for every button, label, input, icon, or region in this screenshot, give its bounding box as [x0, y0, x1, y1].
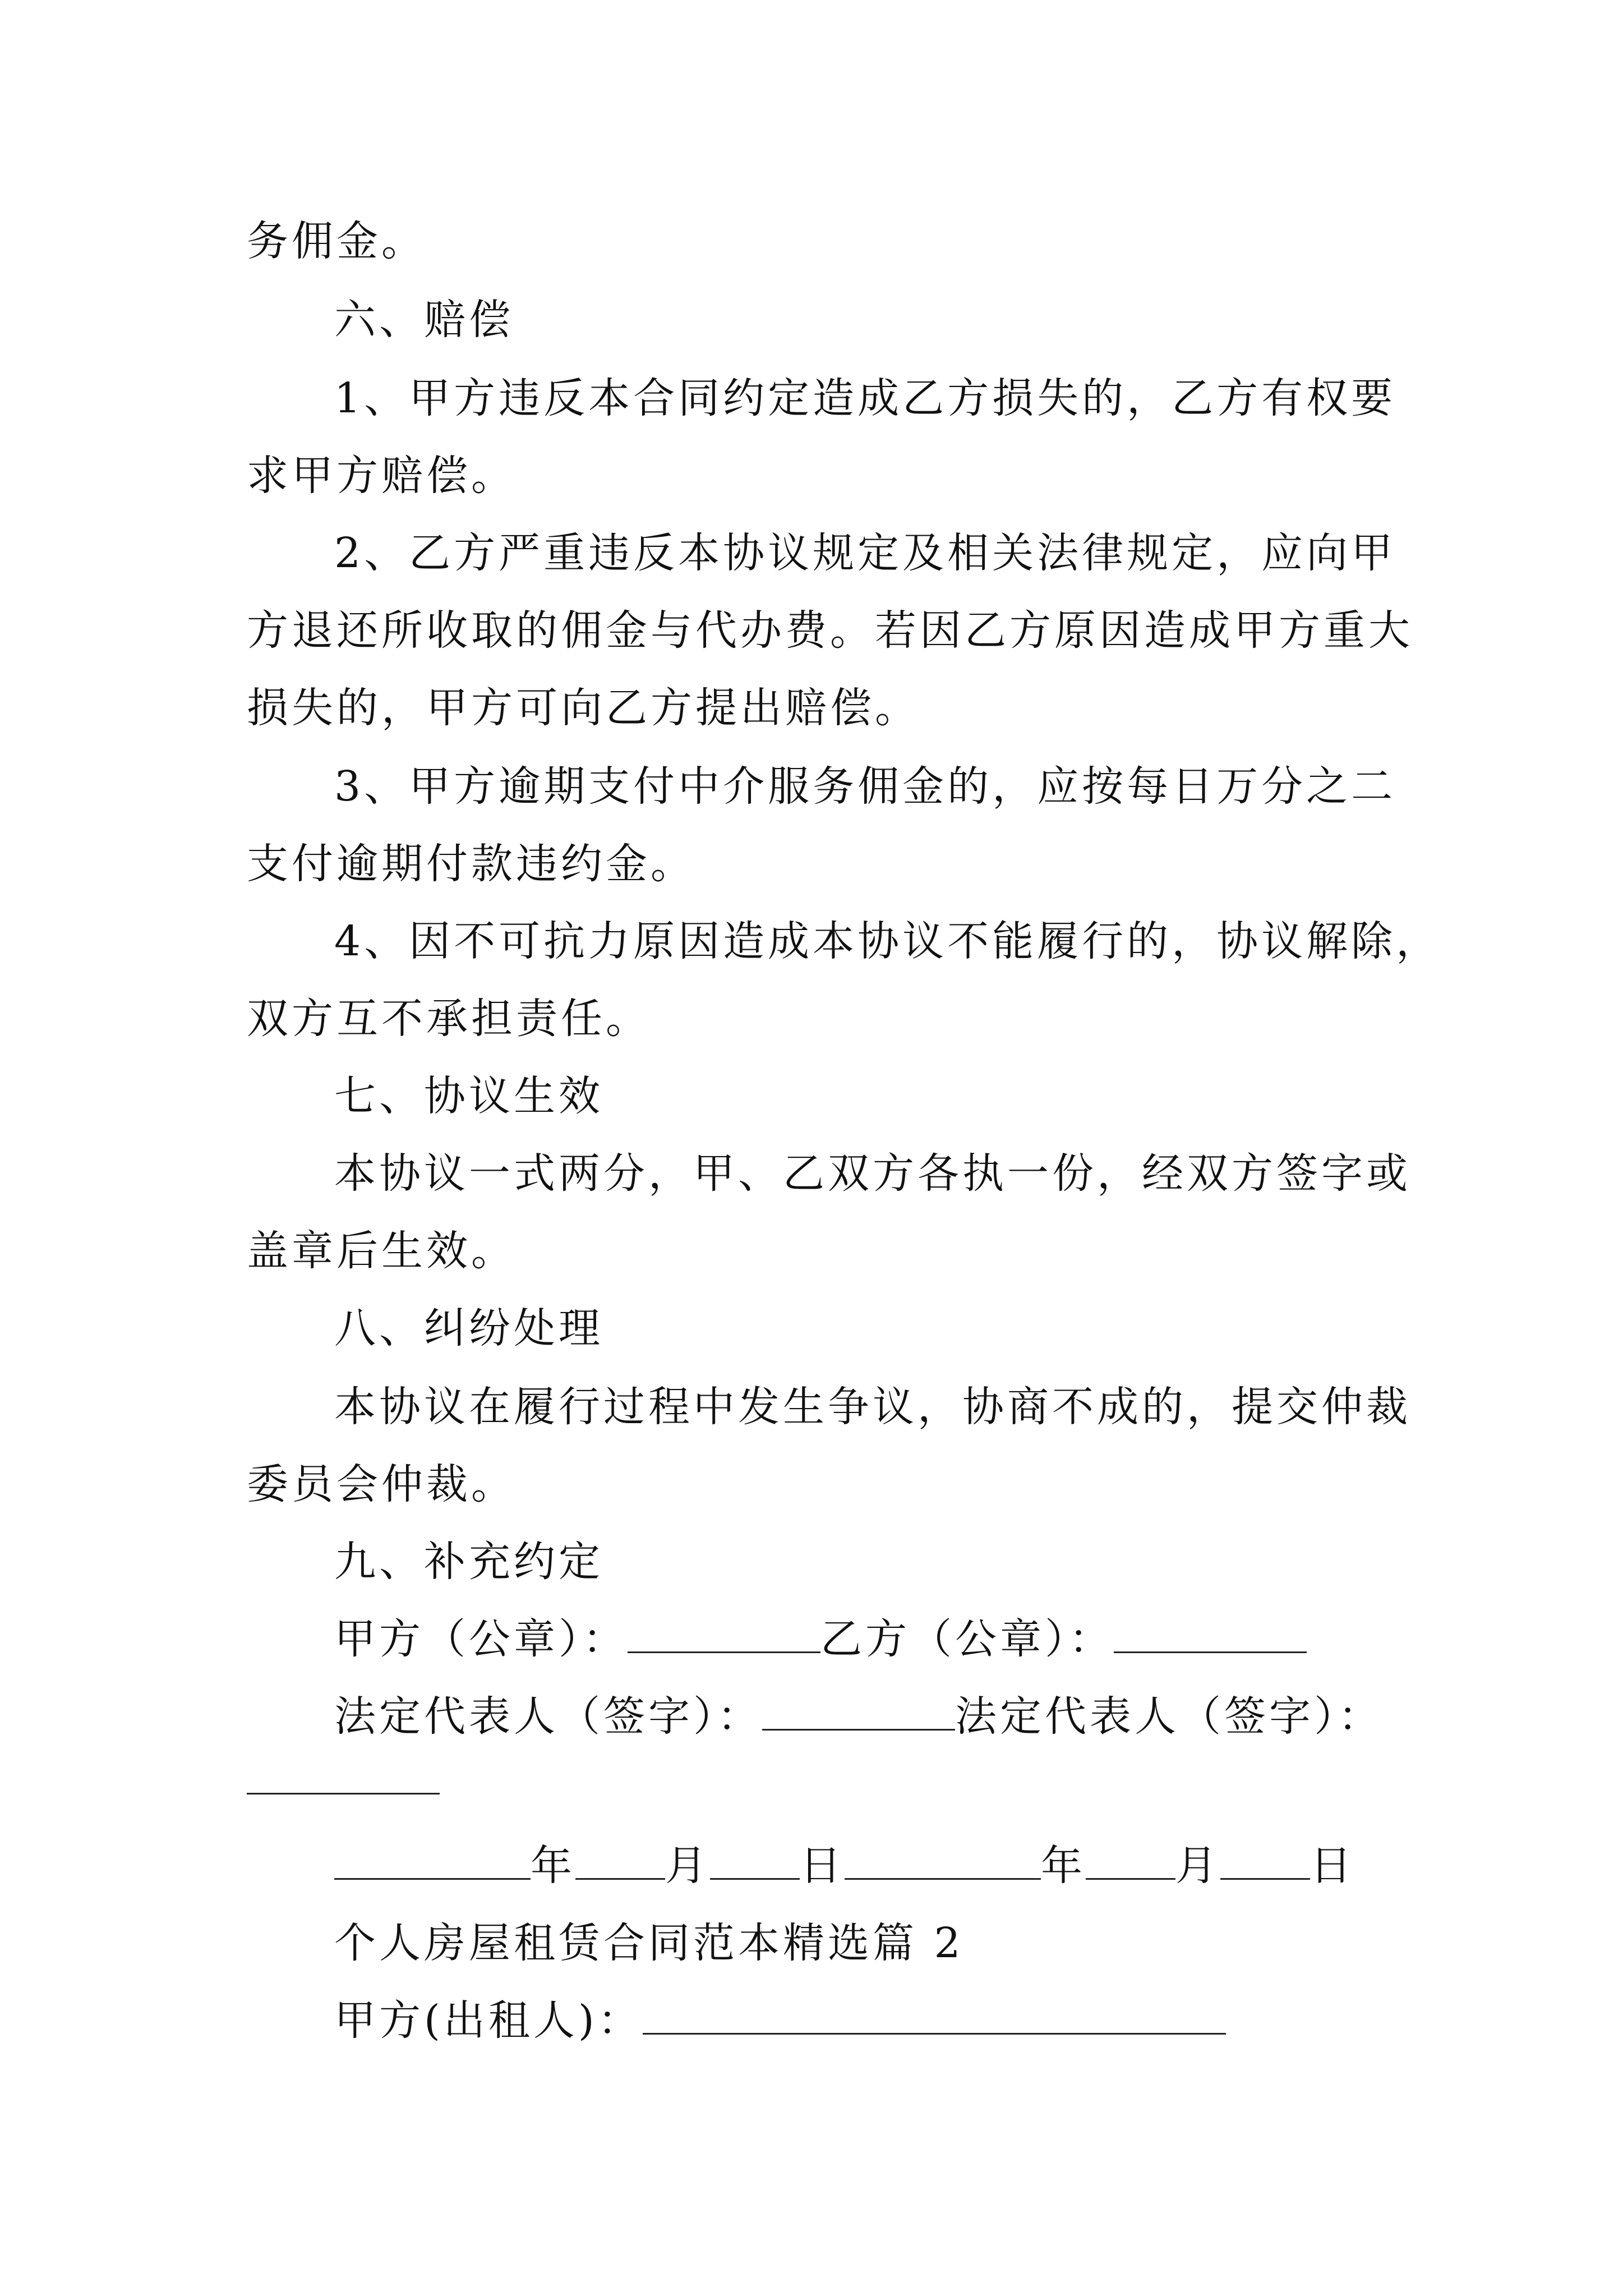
text-line: 务佣金。 [247, 217, 426, 265]
day-label-b: 日 [1310, 1842, 1355, 1890]
date-line [334, 1838, 1355, 1894]
text-line: 3、甲方逾期支付中介服务佣金的，应按每日万分之二 [334, 762, 1396, 811]
rep-b-label: 法定代表人（签字）： [955, 1692, 1383, 1741]
section-heading: 七、协议生效 [334, 1072, 603, 1120]
year-label-a: 年 [531, 1842, 575, 1890]
month-label-a: 月 [665, 1842, 710, 1890]
text-line: 支付逾期付款违约金。 [247, 840, 695, 888]
text-line: 方退还所收取的佣金与代办费。若因乙方原因造成甲方重大 [247, 606, 1413, 655]
text-line: 双方互不承担责任。 [247, 995, 651, 1043]
party-a-seal-label: 甲方（公章）： [334, 1615, 628, 1663]
text-line: 4、因不可抗力原因造成本协议不能履行的，协议解除， [334, 917, 1441, 965]
text-line: 委员会仲裁。 [247, 1460, 516, 1508]
section2-title: 个人房屋租赁合同范本精选篇 2 [334, 1919, 964, 1967]
section-heading: 九、补充约定 [334, 1538, 603, 1586]
party-b-seal-label: 乙方（公章）： [820, 1615, 1114, 1663]
text-line: 本协议在履行过程中发生争议，协商不成的，提交仲裁 [334, 1383, 1411, 1431]
lessor-label: 甲方(出租人)： [334, 1996, 643, 2045]
day-blank-a [710, 1838, 800, 1880]
rep-b-blank [247, 1793, 440, 1795]
text-line: 本协议一式两分，甲、乙双方各执一份，经双方签字或 [334, 1149, 1411, 1198]
section-heading: 六、赔偿 [334, 296, 514, 344]
lessor-line [334, 1993, 1226, 2049]
year-label-b: 年 [1041, 1842, 1086, 1890]
rep-a-blank [762, 1688, 955, 1731]
day-label-a: 日 [800, 1842, 845, 1890]
seal-signature-line [334, 1611, 1307, 1667]
section-heading: 八、纠纷处理 [334, 1304, 603, 1352]
year-blank-a [334, 1838, 531, 1880]
month-blank-b [1086, 1838, 1175, 1880]
text-line: 求甲方赔偿。 [247, 452, 516, 500]
rep-a-label: 法定代表人（签字）： [334, 1692, 762, 1741]
lessor-blank [643, 1993, 1226, 2035]
month-blank-a [575, 1838, 665, 1880]
party-b-seal-blank [1114, 1611, 1307, 1653]
text-line: 盖章后生效。 [247, 1227, 516, 1275]
representative-signature-line [334, 1688, 1383, 1745]
text-line: 损失的，甲方可向乙方提出赔偿。 [247, 684, 920, 732]
text-line: 1、甲方违反本合同约定造成乙方损失的，乙方有权要 [334, 374, 1396, 422]
month-label-b: 月 [1175, 1842, 1220, 1890]
text-line: 2、乙方严重违反本协议规定及相关法律规定，应向甲 [334, 529, 1396, 577]
year-blank-b [845, 1838, 1041, 1880]
day-blank-b [1220, 1838, 1310, 1880]
party-a-seal-blank [628, 1611, 820, 1653]
